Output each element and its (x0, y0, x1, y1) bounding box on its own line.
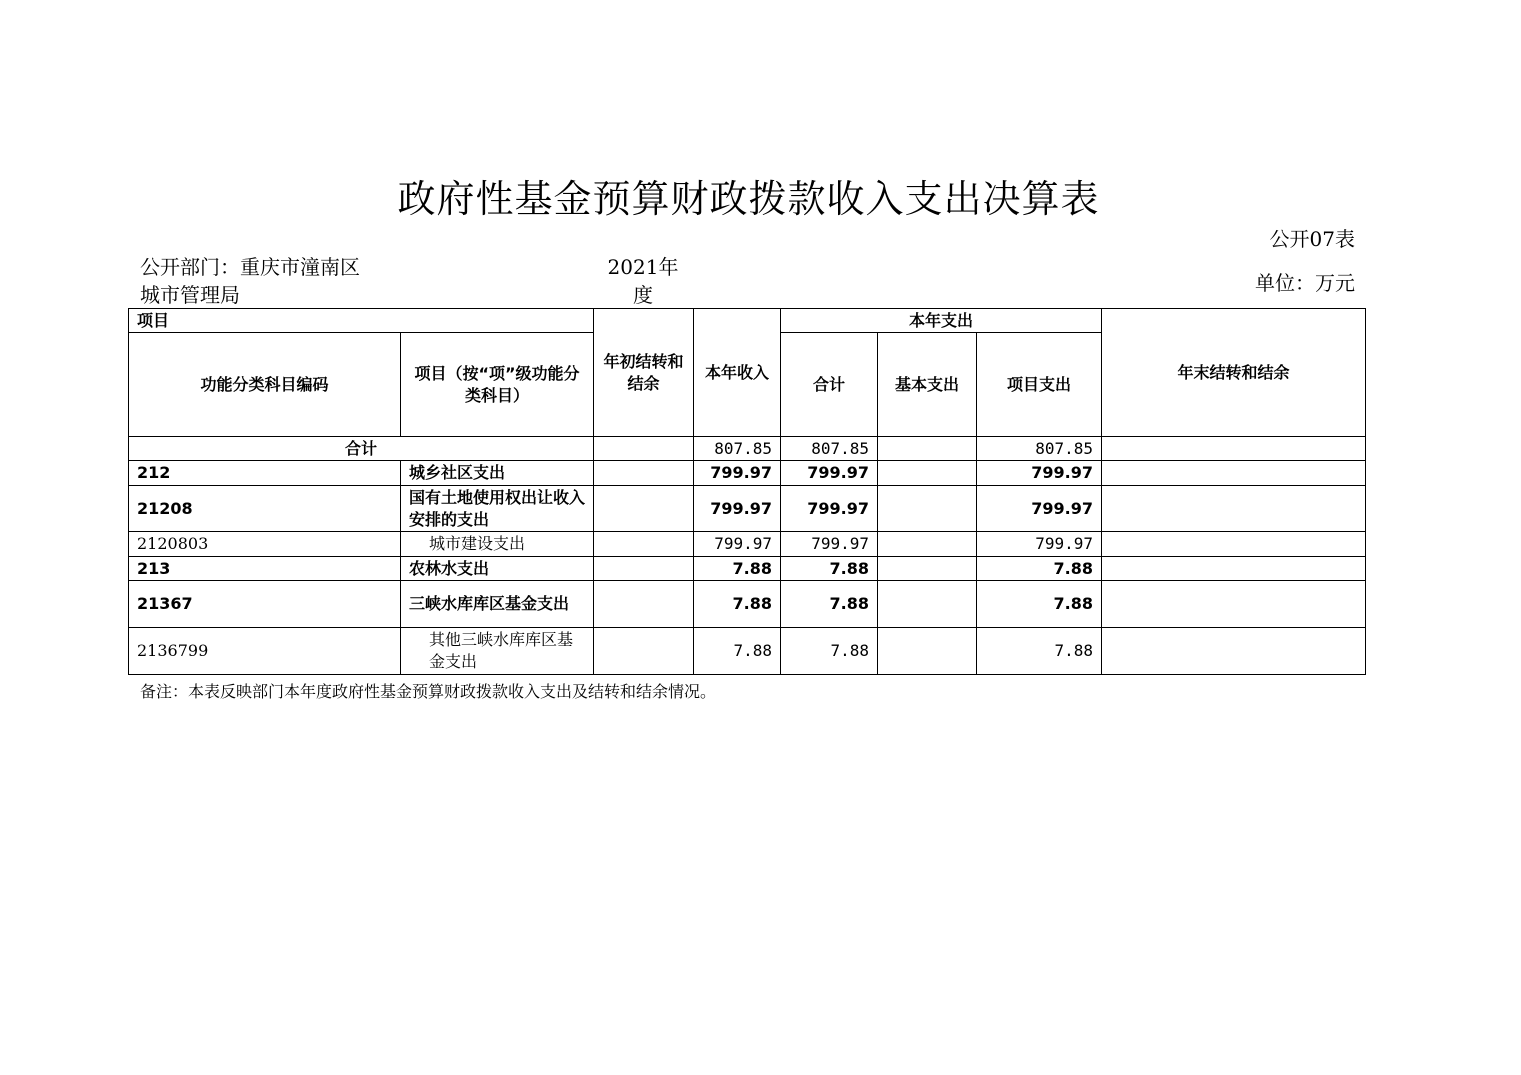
department-label: 公开部门：重庆市潼南区城市管理局 (140, 255, 360, 307)
table-row (129, 486, 1366, 532)
row-begin (594, 486, 694, 532)
table-row (129, 557, 1366, 581)
row-exp-basic (878, 628, 977, 675)
total-exp-total: 807.85 (781, 437, 878, 461)
row-end (1102, 557, 1366, 581)
total-end (1102, 437, 1366, 461)
row-exp-project: 799.97 (977, 532, 1102, 557)
row-name: 三峡水库库区基金支出 (401, 581, 594, 628)
row-end (1102, 532, 1366, 557)
row-exp-project: 7.88 (977, 581, 1102, 628)
row-name: 国有土地使用权出让收入安排的支出 (401, 486, 594, 532)
total-label: 合计 (129, 437, 594, 461)
header-exp-project: 项目支出 (977, 333, 1102, 437)
header-expense-group: 本年支出 (781, 309, 1102, 333)
table-row (129, 532, 1366, 557)
budget-table (128, 308, 1366, 675)
row-begin (594, 532, 694, 557)
header-income: 本年收入 (694, 309, 781, 437)
row-exp-project: 799.97 (977, 486, 1102, 532)
row-exp-project: 7.88 (977, 628, 1102, 675)
row-income: 799.97 (694, 461, 781, 486)
header-end-balance: 年末结转和结余 (1102, 309, 1366, 437)
row-name: 其他三峡水库库区基金支出 (401, 628, 594, 675)
row-name: 农林水支出 (401, 557, 594, 581)
row-name: 城市建设支出 (401, 532, 594, 557)
table-number: 公开07表 (1269, 227, 1355, 251)
row-code: 2120803 (129, 532, 401, 557)
fiscal-year: 2021年度 (607, 255, 679, 307)
row-exp-project: 799.97 (977, 461, 1102, 486)
row-end (1102, 581, 1366, 628)
row-code: 2136799 (129, 628, 401, 675)
row-exp-basic (878, 486, 977, 532)
row-exp-basic (878, 532, 977, 557)
total-exp-basic (878, 437, 977, 461)
row-exp-project: 7.88 (977, 557, 1102, 581)
total-exp-project: 807.85 (977, 437, 1102, 461)
row-name: 城乡社区支出 (401, 461, 594, 486)
row-exp-basic (878, 557, 977, 581)
row-code: 21367 (129, 581, 401, 628)
unit-label: 单位：万元 (1255, 271, 1355, 295)
row-income: 799.97 (694, 486, 781, 532)
header-item: 项目 (129, 309, 594, 333)
row-code: 213 (129, 557, 401, 581)
row-begin (594, 628, 694, 675)
row-code: 212 (129, 461, 401, 486)
row-income: 7.88 (694, 581, 781, 628)
row-exp-total: 799.97 (781, 461, 878, 486)
row-exp-total: 799.97 (781, 532, 878, 557)
row-income: 7.88 (694, 628, 781, 675)
row-end (1102, 628, 1366, 675)
table-row (129, 581, 1366, 628)
row-exp-total: 799.97 (781, 486, 878, 532)
header-exp-total: 合计 (781, 333, 878, 437)
row-exp-basic (878, 461, 977, 486)
row-begin (594, 581, 694, 628)
row-exp-total: 7.88 (781, 557, 878, 581)
header-code: 功能分类科目编码 (129, 333, 401, 437)
row-end (1102, 461, 1366, 486)
table-row (129, 461, 1366, 486)
row-begin (594, 557, 694, 581)
header-exp-basic: 基本支出 (878, 333, 977, 437)
row-exp-total: 7.88 (781, 581, 878, 628)
header-name: 项目（按“项”级功能分类科目） (401, 333, 594, 437)
table-row (129, 628, 1366, 675)
remark-note: 备注：本表反映部门本年度政府性基金预算财政拨款收入支出及结转和结余情况。 (140, 682, 717, 701)
row-income: 7.88 (694, 557, 781, 581)
row-income: 799.97 (694, 532, 781, 557)
total-income: 807.85 (694, 437, 781, 461)
row-exp-basic (878, 581, 977, 628)
row-exp-total: 7.88 (781, 628, 878, 675)
row-begin (594, 461, 694, 486)
total-row (129, 437, 1366, 461)
row-code: 21208 (129, 486, 401, 532)
row-end (1102, 486, 1366, 532)
header-begin-balance: 年初结转和结余 (594, 309, 694, 437)
page-title: 政府性基金预算财政拨款收入支出决算表 (397, 177, 1100, 221)
total-begin (594, 437, 694, 461)
